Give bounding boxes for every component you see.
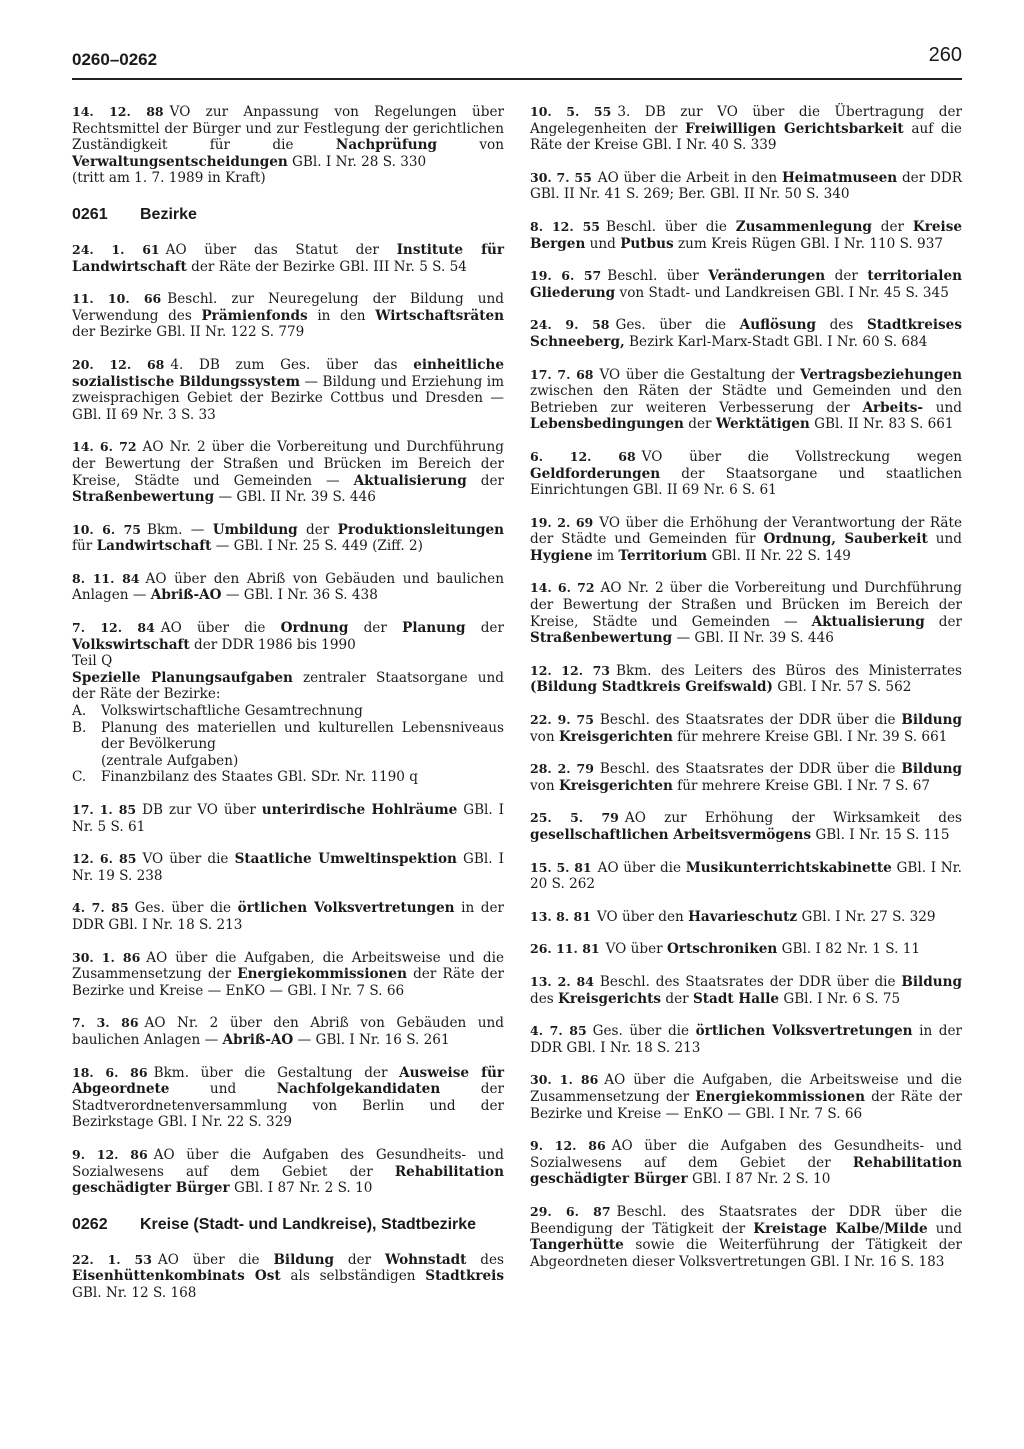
entry-note: (tritt am 1. 7. 1989 in Kraft): [72, 170, 266, 187]
entry-date: 14. 6. 72: [72, 439, 137, 455]
entry: 8. 12. 55 Beschl. über die Zusammenlegung der Kreise Bergen und Putbus zum Kreis Rügen GBl. I Nr. 110 S. 937: [530, 218, 962, 252]
entry-date: 14. 12. 88: [72, 104, 164, 119]
entry: 9. 12. 86 AO über die Aufgaben des Gesundheits- und Sozialwesens auf dem Gebiet der Rehabilitation geschädigter Bürger GBl. I 87 Nr. 2 S. 10: [530, 1138, 962, 1188]
entry: 28. 2. 79 Beschl. des Staatsrates der DDR über die Bildung von Kreisgerichten für mehrere Kreise GBl. I Nr. 7 S. 67: [530, 761, 962, 794]
entry: 17. 1. 85 DB zur VO über unterirdische Hohlräume GBl. I Nr. 5 S. 61: [72, 802, 505, 835]
section-range: 0260–0262: [72, 50, 158, 69]
entry-date: 11. 10. 66: [72, 291, 162, 307]
entry-date: 30. 1. 86: [72, 949, 141, 965]
entry: 26. 11. 81 VO über Ortschroniken GBl. I 82 Nr. 1 S. 11: [530, 941, 921, 958]
entry-date: 12. 6. 85: [72, 851, 137, 867]
entry: 22. 9. 75 Beschl. des Staatsrates der DDR über die Bildung von Kreisgerichten für mehrere Kreise GBl. I Nr. 39 S. 661: [530, 712, 962, 745]
entry: 18. 6. 86 Bkm. über die Gestaltung der Ausweise für Abgeordnete und Nachfolgekandidaten der Stadtverordnetenversammlung von Berlin und der Bezirkstage GBl. I Nr. 22 S. 329: [72, 1064, 504, 1131]
entry-date: 10. 5. 55: [530, 104, 612, 119]
entry: 13. 8. 81 VO über den Havarieschutz GBl. I Nr. 27 S. 329: [530, 908, 936, 925]
entry-date: 28. 2. 79: [530, 761, 594, 777]
entry: 15. 5. 81 AO über die Musikunterrichtskabinette GBl. I Nr. 20 S. 262: [530, 859, 962, 893]
entry: 22. 1. 53 AO über die Bildung der Wohnstadt des Eisenhüttenkombinats Ost als selbständigen Stadtkreis GBl. Nr. 12 S. 168: [72, 1251, 504, 1301]
entry-date: 20. 12. 68: [72, 356, 165, 372]
entry-date: 10. 6. 75: [72, 521, 141, 537]
entry: 7. 3. 86 AO Nr. 2 über den Abriß von Gebäuden und baulichen Anlagen — Abriß-AO — GBl. I Nr. 16 S. 261: [72, 1015, 504, 1048]
part-label: Teil Q: [72, 653, 113, 670]
entry-date: 19. 6. 57: [530, 268, 602, 284]
section-heading-0262: [72, 1215, 504, 1234]
entry: 30. 1. 86 AO über die Aufgaben, die Arbeitsweise und die Zusammensetzung der Energiekommissionen der Räte der Bezirke und Kreise — EnKO — GBl. I Nr. 7 S. 66: [530, 1072, 962, 1122]
section-title: Kreise (Stadt- und Landkreise), Stadtbezirke: [140, 1215, 477, 1233]
entry-date: 19. 2. 69: [530, 514, 594, 530]
entry-date: 12. 12. 73: [530, 662, 610, 678]
entry: 30. 7. 55 AO über die Arbeit in den Heimatmuseen der DDR GBl. II Nr. 41 S. 269; Ber. GBl. II Nr. 50 S. 340: [530, 169, 962, 203]
entry-date: 15. 5. 81: [530, 859, 592, 875]
entry-date: 24. 9. 58: [530, 317, 610, 333]
entry-date: 29. 6. 87: [530, 1203, 611, 1219]
entry: 12. 6. 85 VO über die Staatliche Umweltinspektion GBl. I Nr. 19 S. 238: [72, 851, 505, 884]
entry: 6. 12. 68 VO über die Vollstreckung wegen Geldforderungen der Staatsorgane und staatlichen Einrichtungen GBl. II 69 Nr. 6 S. 61: [530, 448, 962, 499]
entry: 14. 12. 88 VO zur Anpassung von Regelungen über Rechtsmittel der Bürger und zur Festlegung der gerichtlichen Zuständigkeit für die Nachprüfung von Verwaltungsentscheidungen GBl. I Nr. 28 S. 330 (tritt am 1. 7. 1989 in Kraft): [72, 104, 504, 187]
entry: 29. 6. 87 Beschl. des Staatsrates der DDR über die Beendigung der Tätigkeit der Kreistage Kalbe/Milde und Tangerhütte sowie die Weiterführung der Tätigkeit der Abgeordneten dieser Volksvertretungen GBl. I Nr. 16 S. 183: [530, 1203, 962, 1270]
entry-date: 30. 1. 86: [530, 1072, 599, 1088]
entry-date: 4. 7. 85: [72, 900, 129, 916]
entry-date: 6. 12. 68: [530, 448, 636, 464]
entry: 4. 7. 85 Ges. über die örtlichen Volksvertretungen in der DDR GBl. I Nr. 18 S. 213: [530, 1023, 962, 1056]
entry: 24. 9. 58 Ges. über die Auflösung des Stadtkreises Schneeberg, Bezirk Karl-Marx-Stadt GBl. I Nr. 60 S. 684: [530, 317, 962, 350]
entry: 9. 12. 86 AO über die Aufgaben des Gesundheits- und Sozialwesens auf dem Gebiet der Rehabilitation geschädigter Bürger GBl. I 87 Nr. 2 S. 10: [72, 1146, 504, 1197]
entry: 7. 12. 84 AO über die Ordnung der Planung der Volkswirtschaft der DDR 1986 bis 1990 Teil Q Spezielle Planungsaufgaben zentraler Staatsorgane und der Räte der Bezirke: A. Volkswirtschaftliche Gesamtrechnung B. Planung des materiellen und kulturellen Lebensniveaus der Bevölkerung (zentrale Aufgaben) C. Finanzbilanz des Staates GBl. SDr. Nr. 1190 q: [72, 620, 504, 786]
entry: 10. 5. 55 3. DB zur VO über die Übertragung der Angelegenheiten der Freiwilligen Gerichtsbarkeit auf die Räte der Kreise GBl. I Nr. 40 S. 339: [530, 104, 962, 154]
entry-date: 8. 12. 55: [530, 218, 600, 234]
entry: 25. 5. 79 AO zur Erhöhung der Wirksamkeit des gesellschaftlichen Arbeitsvermögens GBl. I Nr. 15 S. 115: [530, 810, 963, 843]
entry-date: 8. 11. 84: [72, 570, 140, 586]
entry-date: 26. 11. 81: [530, 941, 600, 957]
entry: 13. 2. 84 Beschl. des Staatsrates der DDR über die Bildung des Kreisgerichts der Stadt Halle GBl. I Nr. 6 S. 75: [530, 973, 962, 1007]
section-number: 0261: [72, 205, 108, 223]
page-header: [72, 44, 962, 80]
section-title: Bezirke: [140, 205, 197, 223]
entry: 14. 6. 72 AO Nr. 2 über die Vorbereitung und Durchführung der Bewertung der Straßen und Brücken im Bereich der Kreise, Städte und Gemeinden — Aktualisierung der Straßenbewertung — GBl. II Nr. 39 S. 446: [72, 439, 504, 506]
entry: 12. 12. 73 Bkm. des Leiters des Büros des Ministerrates (Bildung Stadtkreis Greifswald) GBl. I Nr. 57 S. 562: [530, 662, 962, 696]
entry-date: 7. 12. 84: [72, 620, 155, 636]
entry: 4. 7. 85 Ges. über die örtlichen Volksvertretungen in der DDR GBl. I Nr. 18 S. 213: [72, 900, 504, 933]
entry-date: 24. 1. 61: [72, 241, 160, 257]
entry-date: 25. 5. 79: [530, 810, 619, 826]
entry: 24. 1. 61 AO über das Statut der Institute für Landwirtschaft der Räte der Bezirke GBl. III Nr. 5 S. 54: [72, 241, 504, 275]
entry: 19. 6. 57 Beschl. über Veränderungen der territorialen Gliederung von Stadt- und Landkreisen GBl. I Nr. 45 S. 345: [530, 268, 962, 301]
entry: 10. 6. 75 Bkm. — Umbildung der Produktionsleitungen für Landwirtschaft — GBl. I Nr. 25 S. 449 (Ziff. 2): [72, 521, 504, 555]
entry-date: 13. 2. 84: [530, 973, 594, 989]
entry: 11. 10. 66 Beschl. zur Neuregelung der Bildung und Verwendung des Prämienfonds in den Wirtschaftsräten der Bezirke GBl. II Nr. 122 S. 779: [72, 291, 505, 341]
entry-date: 9. 12. 86: [72, 1146, 148, 1162]
entry-date: 22. 9. 75: [530, 712, 594, 728]
entry: 30. 1. 86 AO über die Aufgaben, die Arbeitsweise und die Zusammensetzung der Energiekommissionen der Räte der Bezirke und Kreise — EnKO — GBl. I Nr. 7 S. 66: [72, 949, 504, 999]
list-item: A. Volkswirtschaftliche Gesamtrechnung: [72, 703, 363, 720]
list-item: (zentrale Aufgaben): [101, 752, 239, 769]
list-item: B. Planung des materiellen und kulturellen Lebensniveaus der Bevölkerung: [72, 719, 504, 753]
right-column: [530, 104, 962, 1286]
page-number: 260: [928, 44, 962, 66]
entry-date: 17. 7. 68: [530, 366, 594, 382]
entry-date: 9. 12. 86: [530, 1138, 606, 1154]
entry-date: 30. 7. 55: [530, 169, 592, 185]
entry: 19. 2. 69 VO über die Erhöhung der Verantwortung der Räte der Städte und Gemeinden für Ordnung, Sauberkeit und Hygiene im Territorium GBl. II Nr. 22 S. 149: [530, 514, 962, 564]
entry-date: 13. 8. 81: [530, 908, 591, 924]
entry: 17. 7. 68 VO über die Gestaltung der Vertragsbeziehungen zwischen den Räten der Städte und Gemeinden und den Betrieben zur weiteren Verbesserung der Arbeits- und Lebensbedingungen der Werktätigen GBl. II Nr. 83 S. 661: [530, 366, 962, 433]
entry-date: 17. 1. 85: [72, 802, 137, 817]
entry-date: 18. 6. 86: [72, 1064, 148, 1080]
entry: 8. 11. 84 AO über den Abriß von Gebäuden und baulichen Anlagen — Abriß-AO — GBl. I Nr. 36 S. 438: [72, 570, 504, 604]
entry-date: 14. 6. 72: [530, 580, 595, 596]
entry-date: 22. 1. 53: [72, 1251, 152, 1267]
entry-date: 4. 7. 85: [530, 1023, 587, 1039]
entry-date: 7. 3. 86: [72, 1015, 139, 1031]
section-number: 0262: [72, 1215, 108, 1233]
list-item: C. Finanzbilanz des Staates GBl. SDr. Nr. 1190 q: [72, 769, 418, 786]
entry: 20. 12. 68 4. DB zum Ges. über das einheitliche sozialistische Bildungssystem — Bildung und Erziehung im zweisprachigen Gebiet der Bezirke Cottbus und Dresden — GBl. II 69 Nr. 3 S. 33: [72, 356, 505, 423]
entry: 14. 6. 72 AO Nr. 2 über die Vorbereitung und Durchführung der Bewertung der Straßen und Brücken im Bereich der Kreise, Städte und Gemeinden — Aktualisierung der Straßenbewertung — GBl. II Nr. 39 S. 446: [530, 580, 962, 647]
left-column: [72, 104, 504, 1317]
section-heading-0261: [72, 205, 504, 224]
